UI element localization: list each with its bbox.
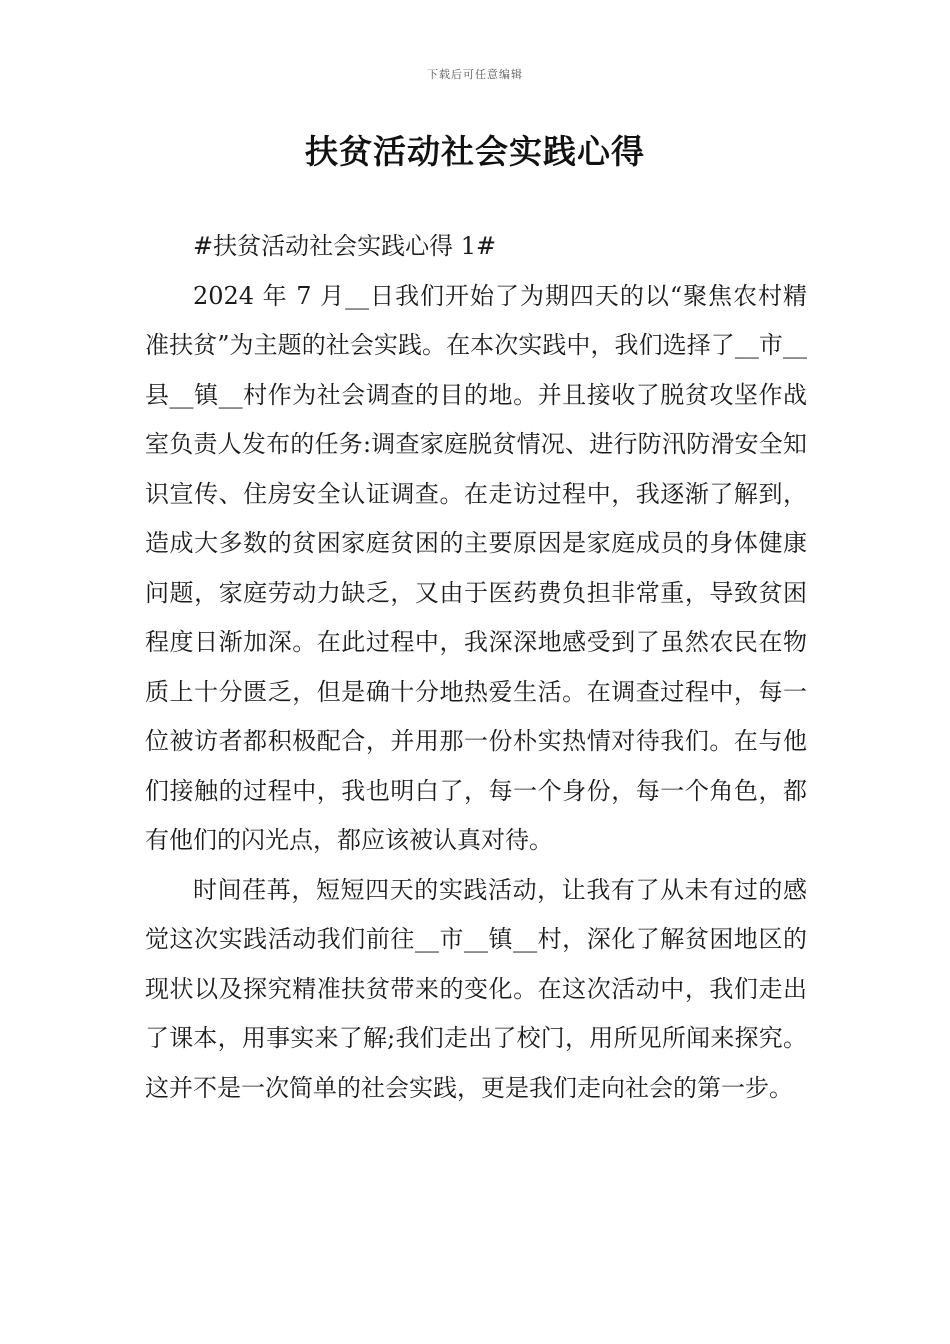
- paragraph-1: 2024 年 7 月__日我们开始了为期四天的以“聚焦农村精准扶贫”为主题的社会实践。在本次实践中，我们选择了__市__县__镇__村作为社会调查的目的地。并且接收了脱贫攻坚作战室负责人发布的任务:调查家庭脱贫情况、进行防汛防滑安全知识宣传、住房安全认证调查。在走访过程中，我逐渐了解到，造成大多数的贫困家庭贫困的主要原因是家庭成员的身体健康问题，家庭劳动力缺乏，又由于医药费负担非常重，导致贫困程度日渐加深。在此过程中，我深深地感受到了虽然农民在物质上十分匮乏，但是确十分地热爱生活。在调查过程中，每一位被访者都积极配合，并用那一份朴实热情对待我们。在与他们接触的过程中，我也明白了，每一个身份，每一个角色，都有他们的闪光点，都应该被认真对待。: [145, 281, 807, 854]
- paragraph-2: 时间荏苒，短短四天的实践活动，让我有了从未有过的感觉这次实践活动我们前往__市__镇__村，深化了解贫困地区的现状以及探究精准扶贫带来的变化。在这次活动中，我们走出了课本，用事实来了解;我们走出了校门，用所见所闻来探究。这并不是一次简单的社会实践，更是我们走向社会的第一步。: [145, 875, 807, 1102]
- document-title: 扶贫活动社会实践心得: [305, 132, 645, 171]
- section-subheading: #扶贫活动社会实践心得 1#: [193, 232, 497, 260]
- document-body: [145, 222, 807, 1113]
- header-note: 下载后可任意编辑: [427, 68, 523, 81]
